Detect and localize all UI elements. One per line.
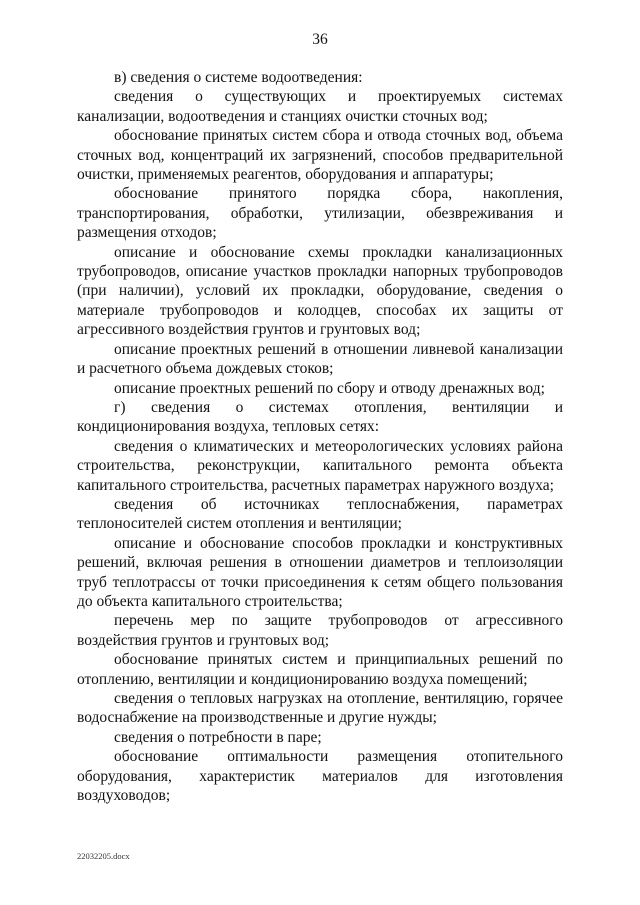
paragraph: описание проектных решений в отношении ливневой канализации и расчетного объема дождевых стоков; [77,340,563,378]
paragraph: сведения о существующих и проектируемых системах канализации, водоотведения и станциях очистки сточных вод; [77,88,563,125]
paragraph-sewerage-heading: в) сведения о системе водоотведения: [114,69,363,86]
paragraph: описание и обоснование схемы прокладки канализационных трубопроводов, описание участков прокладки напорных трубопроводов (при наличии), условий их прокладки, оборудование, сведения о материале трубопроводов и колодцев, способах их защиты от агрессивного воздействия грунтов и грунтовых вод; [77,243,563,339]
paragraph: обоснование оптимальности размещения отопительного оборудования, характеристик материалов для изготовления воздуховодов; [77,748,563,805]
footer-filename: 22032205.docx [77,851,130,861]
paragraph: сведения о тепловых нагрузках на отопление, вентиляцию, горячее водоснабжение на производственные и другие нужды; [77,690,563,727]
paragraph: сведения о потребности в паре; [114,728,322,746]
document-body [77,68,563,805]
paragraph: сведения об источниках теплоснабжения, параметрах теплоносителей систем отопления и вентиляции; [77,495,563,533]
paragraph-heating-heading: г) сведения о системах отопления, вентиляции и кондиционирования воздуха, тепловых сетях: [77,398,563,436]
paragraph: сведения о климатических и метеорологических условиях района строительства, реконструкции, капитального ремонта объекта капитального строительства, расчетных параметрах наружного воздуха; [77,437,563,494]
paragraph: обоснование принятых систем и принципиальных решений по отоплению, вентиляции и кондиционированию воздуха помещений; [77,651,563,688]
paragraph: обоснование принятых систем сбора и отвода сточных вод, объема сточных вод, концентраций их загрязнений, способов предварительной очистки, применяемых реагентов, оборудования и аппаратуры; [77,127,563,184]
paragraph: описание проектных решений по сбору и отводу дренажных вод; [114,379,545,397]
paragraph: перечень мер по защите трубопроводов от агрессивного воздействия грунтов и грунтовых вод; [77,612,563,649]
paragraph: обоснование принятого порядка сбора, накопления, транспортирования, обработки, утилизации, обезвреживания и размещения отходов; [77,185,563,242]
page-number: 36 [312,31,328,48]
paragraph: описание и обоснование способов прокладки и конструктивных решений, включая решения в отношении диаметров и теплоизоляции труб теплотрассы от точки присоединения к сетям общего пользования до объекта капитального строительства; [77,534,563,610]
